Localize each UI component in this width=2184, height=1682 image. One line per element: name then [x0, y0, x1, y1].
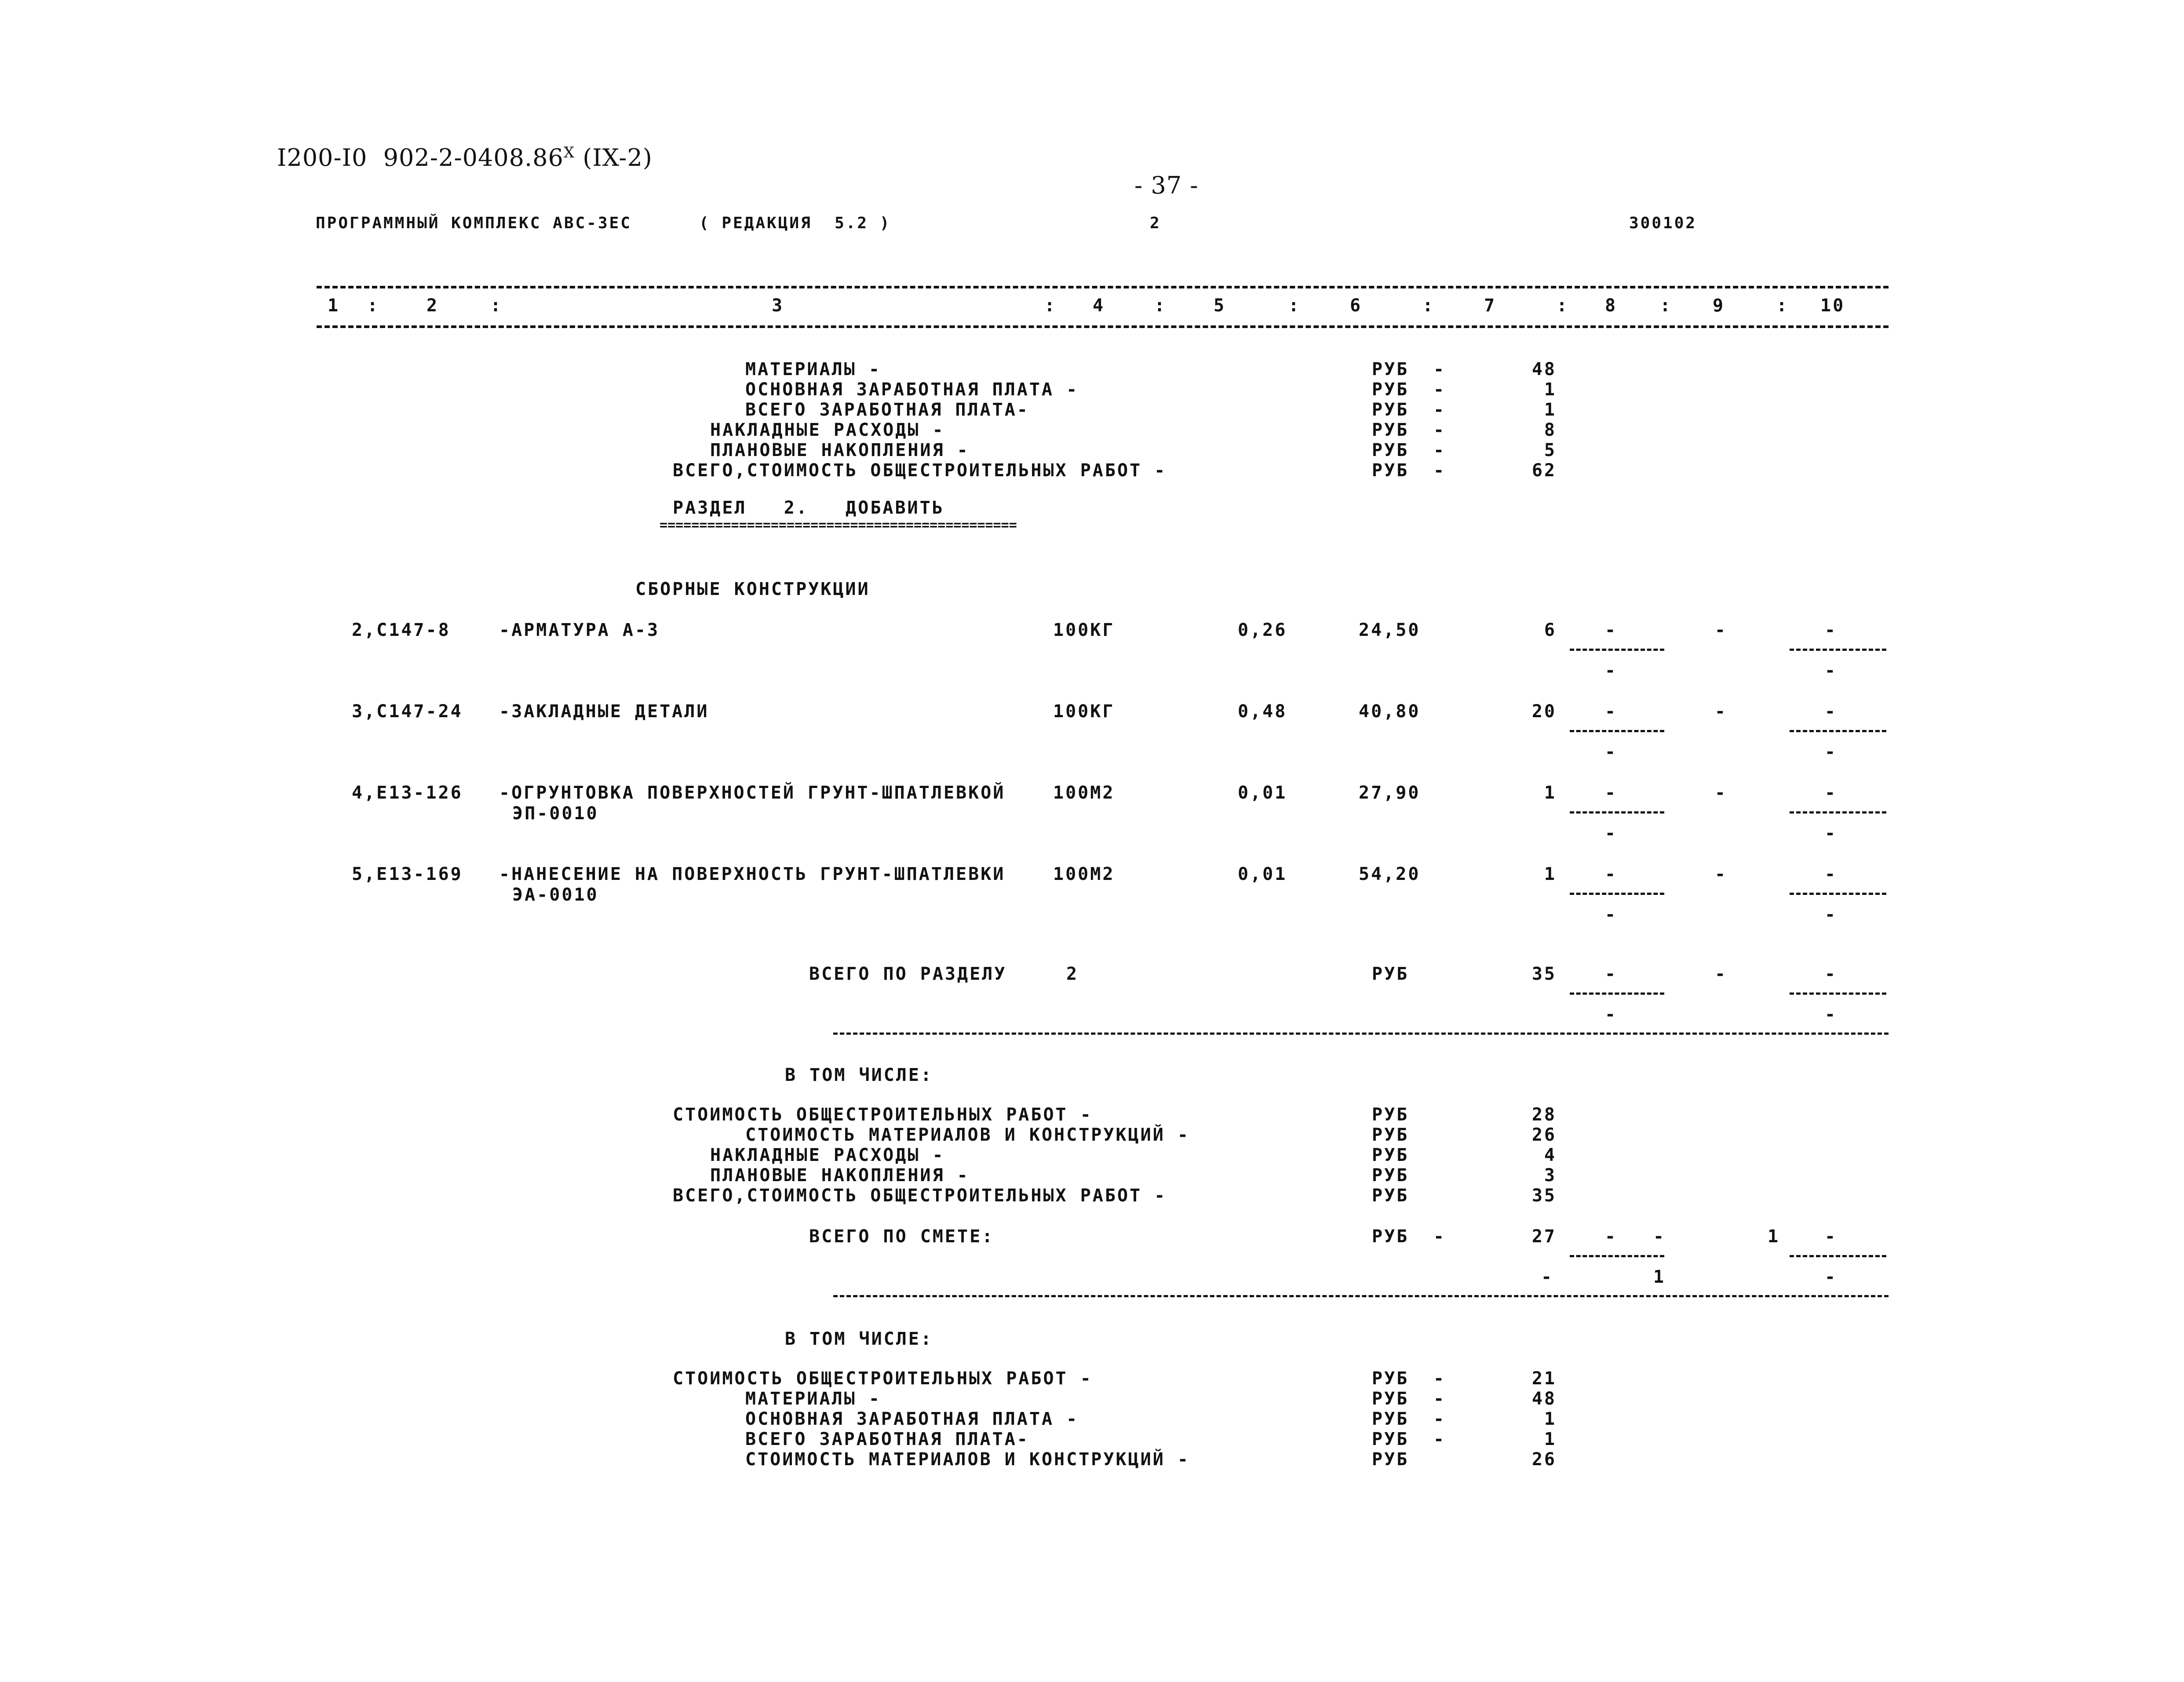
item-code: 2,С147-8: [352, 620, 451, 640]
estimate-total-value: 27: [1531, 1226, 1557, 1247]
summary-label: ВСЕГО ЗАРАБОТНАЯ ПЛАТА-: [745, 1429, 1029, 1449]
summary-value: 26: [1531, 1125, 1557, 1145]
summary-unit: РУБ: [1372, 440, 1409, 460]
document-code-superscript: X: [563, 144, 575, 161]
item-mark-8: -: [1605, 701, 1618, 722]
item-total: 1: [1544, 783, 1557, 803]
item-subrule: [1570, 730, 1664, 732]
item-bottom-mark-8: -: [1605, 660, 1618, 681]
estimate-total-subrule: [1790, 1255, 1886, 1257]
summary-value: 35: [1531, 1186, 1557, 1206]
section-total-bottom-mark-8: -: [1605, 1004, 1618, 1025]
page-number: - 37 -: [1134, 171, 1199, 199]
summary-label: СТОИМОСТЬ МАТЕРИАЛОВ И КОНСТРУКЦИЙ -: [745, 1125, 1190, 1145]
section-total-mark-9: -: [1715, 964, 1728, 984]
item-mark-10: -: [1825, 701, 1838, 722]
summary-unit: РУБ: [1372, 460, 1409, 481]
summary-label: МАТЕРИАЛЫ -: [745, 1389, 881, 1409]
section-total-value: 35: [1531, 964, 1557, 984]
item-qty: 0,26: [1238, 620, 1287, 640]
estimate-total-label: ВСЕГО ПО СМЕТЕ:: [809, 1226, 995, 1247]
item-name-continued: ЭП-0010: [512, 803, 599, 824]
col-10: 10: [1820, 296, 1845, 316]
summary-value: 1: [1544, 379, 1557, 400]
item-code: 5,Е13-169: [352, 864, 463, 884]
item-code: 4,Е13-126: [352, 783, 463, 803]
program-edition: ( РЕДАКЦИЯ 5.2 ): [699, 214, 891, 232]
summary-value: 1: [1544, 1429, 1557, 1449]
estimate-total-bottom-one: 1: [1653, 1267, 1666, 1287]
summary-label: СТОИМОСТЬ МАТЕРИАЛОВ И КОНСТРУКЦИЙ -: [745, 1449, 1190, 1470]
item-unit: 100М2: [1053, 864, 1115, 884]
summary-unit: РУБ: [1372, 1165, 1409, 1186]
summary-value: 48: [1531, 359, 1557, 379]
summary-dash: -: [1433, 1389, 1446, 1409]
item-subrule: [1570, 811, 1664, 814]
estimate-total-rule: [833, 1295, 1889, 1297]
item-name: -ЗАКЛАДНЫЕ ДЕТАЛИ: [499, 701, 709, 722]
estimate-total-bottom-dash: -: [1541, 1267, 1554, 1287]
item-code: 3,С147-24: [352, 701, 463, 722]
summary-unit: РУБ: [1372, 379, 1409, 400]
summary-label: ВСЕГО,СТОИМОСТЬ ОБЩЕСТРОИТЕЛЬНЫХ РАБОТ -: [673, 1186, 1167, 1206]
item-mark-9: -: [1715, 783, 1728, 803]
item-mark-9: -: [1715, 620, 1728, 640]
summary-value: 3: [1544, 1165, 1557, 1186]
item-total: 20: [1531, 701, 1557, 722]
item-bottom-mark-8: -: [1605, 823, 1618, 843]
summary-value: 28: [1531, 1105, 1557, 1125]
item-subrule: [1790, 893, 1886, 895]
summary-label: ОСНОВНАЯ ЗАРАБОТНАЯ ПЛАТА -: [745, 1409, 1079, 1429]
summary-unit: РУБ: [1372, 1368, 1409, 1389]
item-mark-10: -: [1825, 783, 1838, 803]
col-4: 4: [1093, 296, 1105, 316]
section-total-label: ВСЕГО ПО РАЗДЕЛУ: [809, 964, 1007, 984]
summary-unit: РУБ: [1372, 1125, 1409, 1145]
item-subrule: [1790, 730, 1886, 732]
col-sep: :: [1557, 296, 1569, 316]
summary-dash: -: [1433, 400, 1446, 420]
section-total-subrule: [1570, 992, 1664, 995]
col-sep: :: [1422, 296, 1435, 316]
col-6: 6: [1350, 296, 1363, 316]
summary-label: ПЛАНОВЫЕ НАКОПЛЕНИЯ -: [710, 1165, 970, 1186]
item-price: 24,50: [1359, 620, 1421, 640]
col-sep: :: [1154, 296, 1167, 316]
summary-label: НАКЛАДНЫЕ РАСХОДЫ -: [710, 1145, 945, 1165]
item-bottom-mark-10: -: [1825, 660, 1838, 681]
document-code-tail: (IX-2): [575, 144, 653, 171]
summary-value: 5: [1544, 440, 1557, 460]
col-sep: :: [1660, 296, 1673, 316]
col-2: 2: [427, 296, 439, 316]
item-qty: 0,01: [1238, 783, 1287, 803]
item-price: 27,90: [1359, 783, 1421, 803]
section-total-bottom-mark-10: -: [1825, 1004, 1838, 1025]
item-bottom-mark-8: -: [1605, 742, 1618, 762]
col-3: 3: [772, 296, 784, 316]
section-total-mark-10: -: [1825, 964, 1838, 984]
section-total-number: 2: [1066, 964, 1079, 984]
summary-dash: -: [1433, 1429, 1446, 1449]
item-name: -НАНЕСЕНИЕ НА ПОВЕРХНОСТЬ ГРУНТ-ШПАТЛЕВКИ: [499, 864, 1006, 884]
col-1: 1: [328, 296, 340, 316]
item-price: 54,20: [1359, 864, 1421, 884]
header-rule-top: [317, 286, 1889, 288]
summary-unit: РУБ: [1372, 1105, 1409, 1125]
estimate-total-dash: -: [1433, 1226, 1446, 1247]
summary-unit: РУБ: [1372, 400, 1409, 420]
item-bottom-mark-10: -: [1825, 823, 1838, 843]
section-total-subrule: [1790, 992, 1886, 995]
document-code-main: I200-I0 902-2-0408.86: [277, 144, 564, 171]
summary-unit: РУБ: [1372, 1186, 1409, 1206]
summary-unit: РУБ: [1372, 1145, 1409, 1165]
summary-dash: -: [1433, 379, 1446, 400]
summary-dash: -: [1433, 359, 1446, 379]
summary-value: 21: [1531, 1368, 1557, 1389]
item-mark-10: -: [1825, 864, 1838, 884]
item-qty: 0,01: [1238, 864, 1287, 884]
col-sep: :: [1288, 296, 1301, 316]
summary-label: МАТЕРИАЛЫ -: [745, 359, 881, 379]
item-bottom-mark-10: -: [1825, 905, 1838, 925]
summary-unit: РУБ: [1372, 359, 1409, 379]
item-unit: 100КГ: [1053, 701, 1115, 722]
item-name-continued: ЭА-0010: [512, 885, 599, 905]
summary-value: 1: [1544, 400, 1557, 420]
summary-value: 48: [1531, 1389, 1557, 1409]
summary-unit: РУБ: [1372, 1409, 1409, 1429]
estimate-total-unit: РУБ: [1372, 1226, 1409, 1247]
item-qty: 0,48: [1238, 701, 1287, 722]
col-sep: :: [490, 296, 503, 316]
section-total-unit: РУБ: [1372, 964, 1409, 984]
sheet-number: 2: [1150, 214, 1161, 232]
col-sep: :: [1776, 296, 1789, 316]
item-mark-10: -: [1825, 620, 1838, 640]
summary-unit: РУБ: [1372, 420, 1409, 440]
item-subrule: [1570, 649, 1664, 651]
summary-value: 4: [1544, 1145, 1557, 1165]
including-label-2: В ТОМ ЧИСЛЕ:: [785, 1329, 933, 1349]
item-name: -АРМАТУРА А-3: [499, 620, 660, 640]
summary-label: ОСНОВНАЯ ЗАРАБОТНАЯ ПЛАТА -: [745, 379, 1079, 400]
item-unit: 100КГ: [1053, 620, 1115, 640]
item-mark-8: -: [1605, 864, 1618, 884]
item-mark-9: -: [1715, 701, 1728, 722]
estimate-total-col-10: -: [1825, 1226, 1838, 1247]
item-bottom-mark-8: -: [1605, 905, 1618, 925]
estimate-total-mark-8b: -: [1653, 1226, 1666, 1247]
item-mark-9: -: [1715, 864, 1728, 884]
col-sep: :: [1044, 296, 1057, 316]
including-label: В ТОМ ЧИСЛЕ:: [785, 1065, 933, 1085]
summary-value: 8: [1544, 420, 1557, 440]
summary-value: 1: [1544, 1409, 1557, 1429]
header-rule-bottom: [317, 325, 1889, 328]
summary-dash: -: [1433, 460, 1446, 481]
section-title: РАЗДЕЛ 2. ДОБАВИТЬ: [673, 498, 944, 518]
group-title: СБОРНЫЕ КОНСТРУКЦИИ: [635, 579, 870, 599]
summary-dash: -: [1433, 420, 1446, 440]
col-8: 8: [1605, 296, 1618, 316]
document-number: 300102: [1629, 214, 1697, 232]
item-total: 1: [1544, 864, 1557, 884]
section-total-rule: [833, 1033, 1889, 1035]
item-name: -ОГРУНТОВКА ПОВЕРХНОСТЕЙ ГРУНТ-ШПАТЛЕВКОЙ: [499, 783, 1006, 803]
summary-value: 26: [1531, 1449, 1557, 1470]
estimate-total-subrule: [1570, 1255, 1664, 1257]
program-name: ПРОГРАММНЫЙ КОМПЛЕКС АВС-ЗЕС: [316, 214, 632, 232]
item-subrule: [1570, 893, 1664, 895]
summary-unit: РУБ: [1372, 1389, 1409, 1409]
item-subrule: [1790, 649, 1886, 651]
col-5: 5: [1214, 296, 1226, 316]
item-price: 40,80: [1359, 701, 1421, 722]
col-sep: :: [367, 296, 380, 316]
col-9: 9: [1713, 296, 1725, 316]
summary-unit: РУБ: [1372, 1429, 1409, 1449]
estimate-total-bottom-right: -: [1825, 1267, 1838, 1287]
item-unit: 100М2: [1053, 783, 1115, 803]
summary-label: ПЛАНОВЫЕ НАКОПЛЕНИЯ -: [710, 440, 970, 460]
document-code: [277, 145, 653, 170]
item-mark-8: -: [1605, 783, 1618, 803]
col-7: 7: [1484, 296, 1497, 316]
item-total: 6: [1544, 620, 1557, 640]
summary-unit: РУБ: [1372, 1449, 1409, 1470]
summary-value: 62: [1531, 460, 1557, 481]
estimate-total-mark-8a: -: [1605, 1226, 1618, 1247]
summary-label: ВСЕГО,СТОИМОСТЬ ОБЩЕСТРОИТЕЛЬНЫХ РАБОТ -: [673, 460, 1167, 481]
item-subrule: [1790, 811, 1886, 814]
summary-label: НАКЛАДНЫЕ РАСХОДЫ -: [710, 420, 945, 440]
item-mark-8: -: [1605, 620, 1618, 640]
section-underline: =============================================: [660, 518, 1017, 533]
item-bottom-mark-10: -: [1825, 742, 1838, 762]
summary-dash: -: [1433, 1368, 1446, 1389]
summary-label: СТОИМОСТЬ ОБЩЕСТРОИТЕЛЬНЫХ РАБОТ -: [673, 1368, 1093, 1389]
summary-dash: -: [1433, 440, 1446, 460]
summary-label: СТОИМОСТЬ ОБЩЕСТРОИТЕЛЬНЫХ РАБОТ -: [673, 1105, 1093, 1125]
section-total-mark-8: -: [1605, 964, 1618, 984]
summary-dash: -: [1433, 1409, 1446, 1429]
estimate-total-col-9: 1: [1768, 1226, 1780, 1247]
summary-label: ВСЕГО ЗАРАБОТНАЯ ПЛАТА-: [745, 400, 1029, 420]
